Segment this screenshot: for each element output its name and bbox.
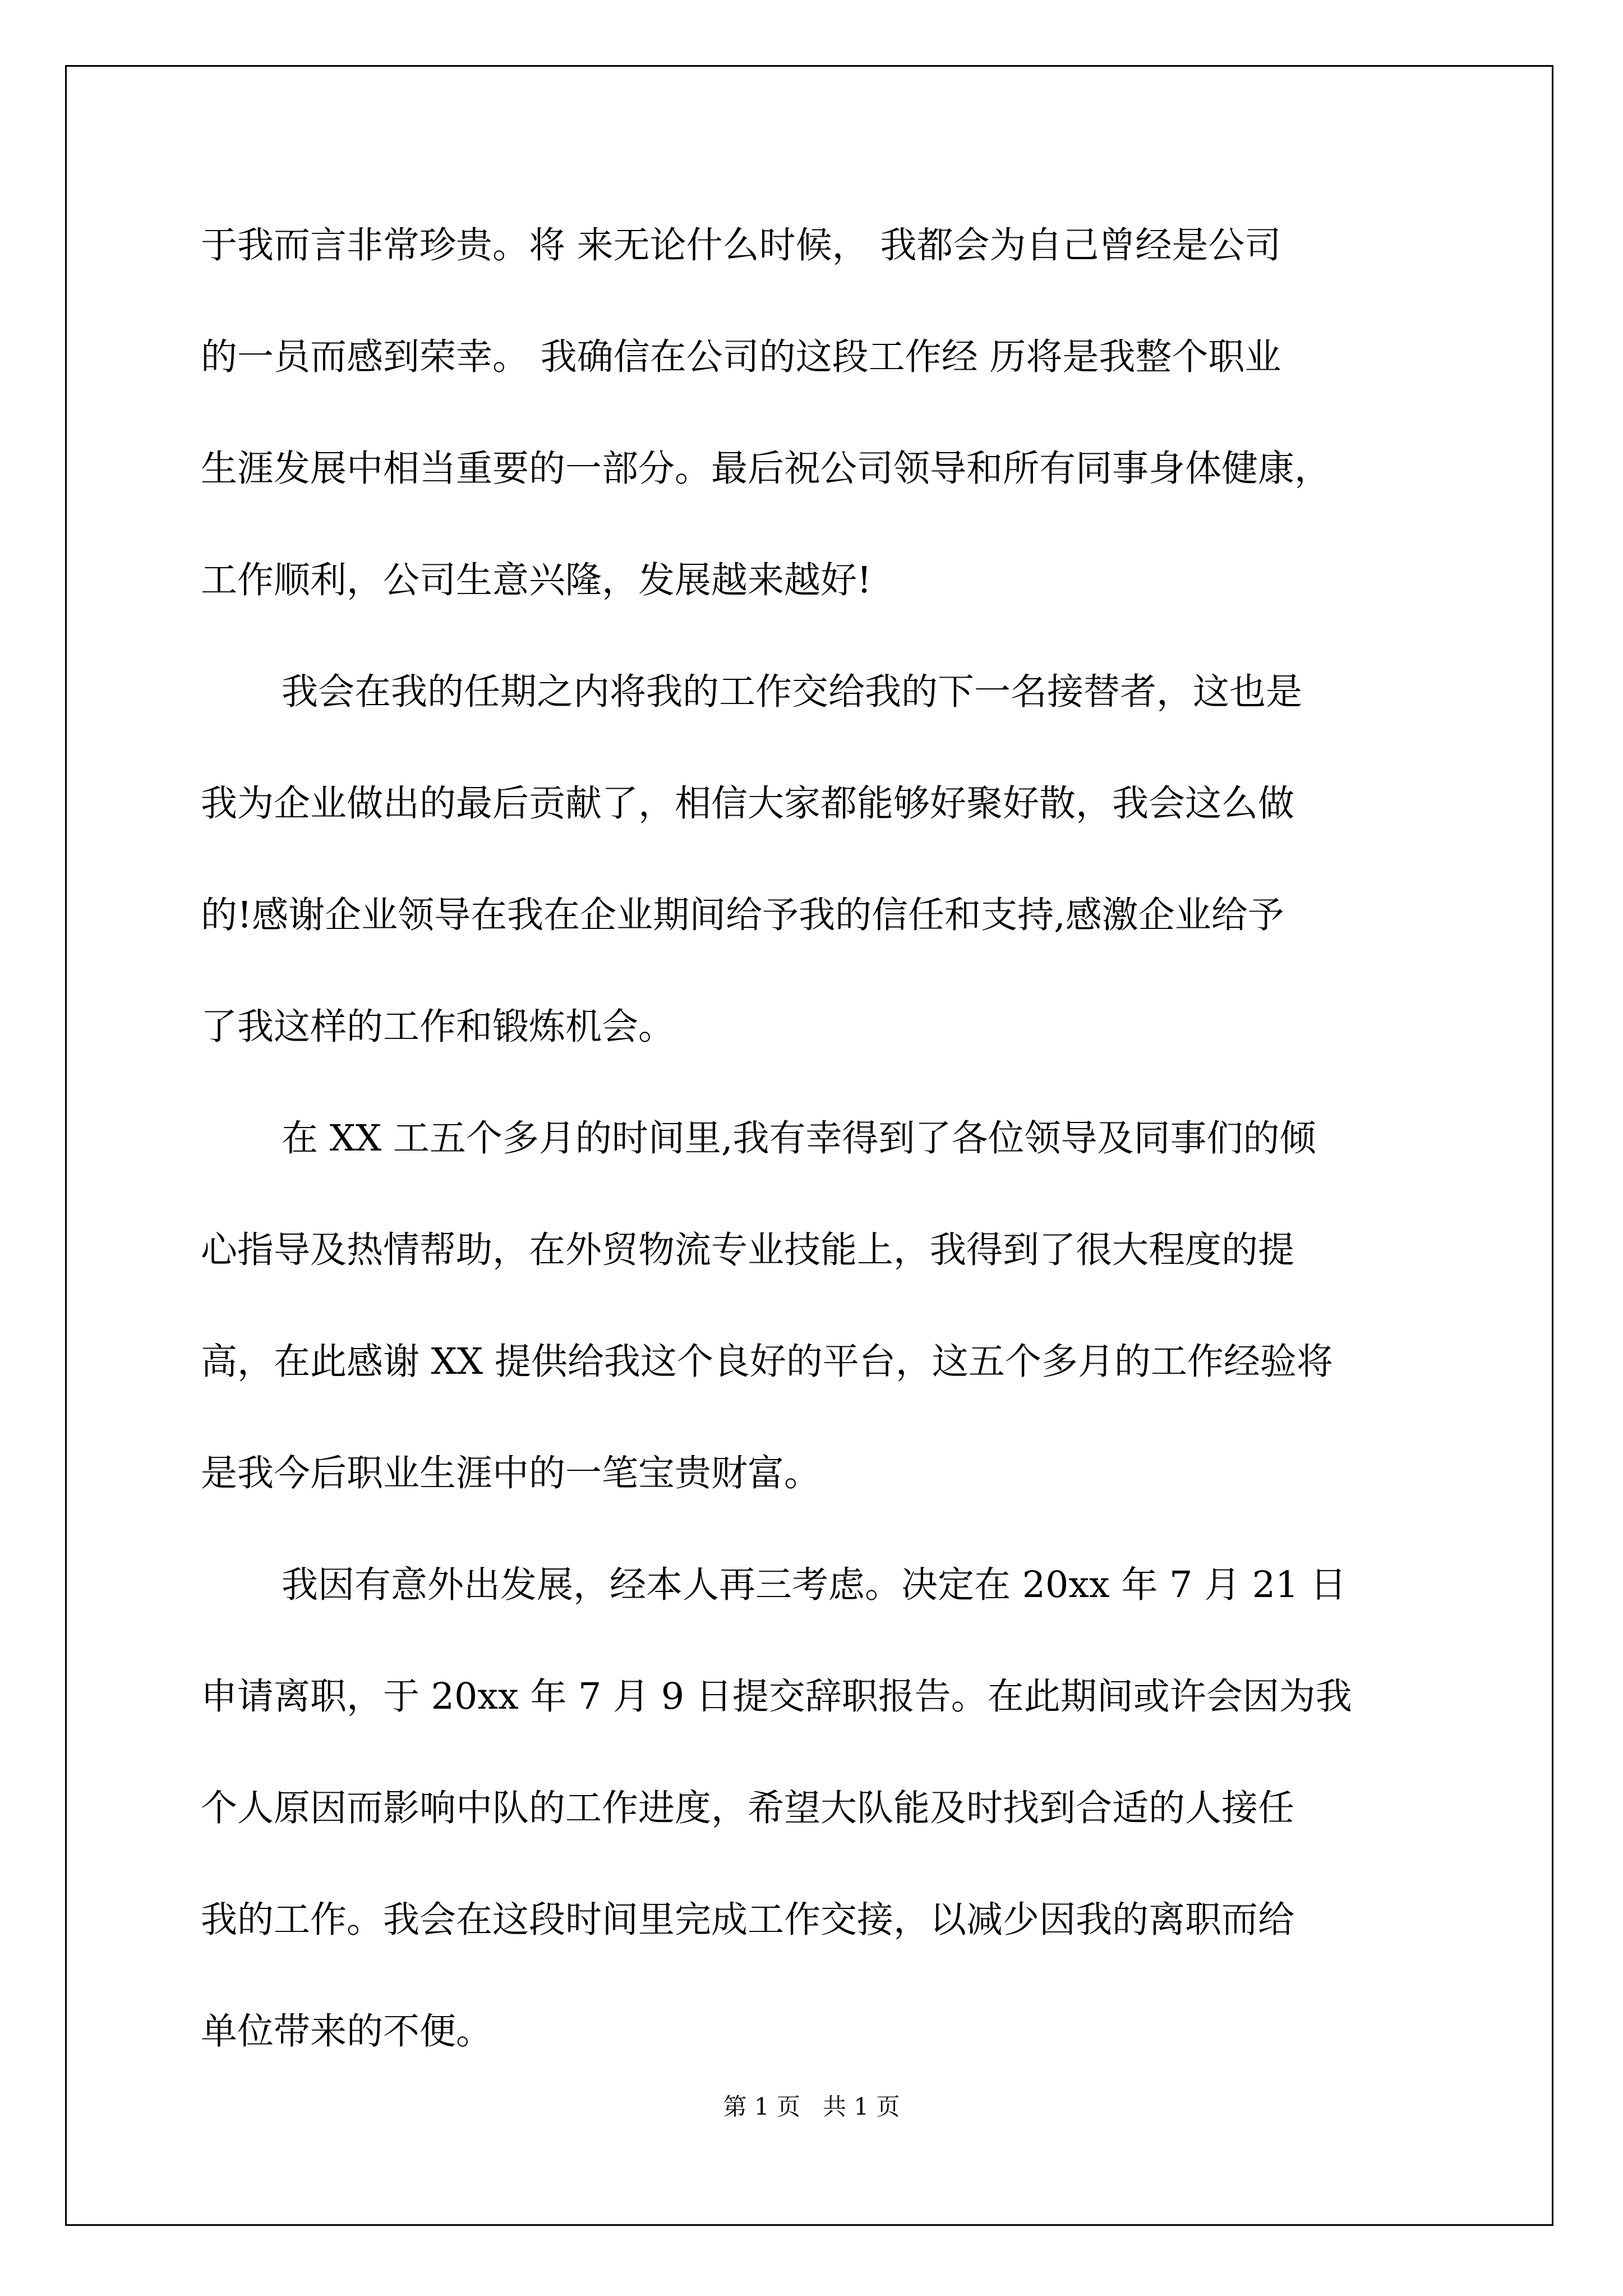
body-line-14: 申请离职，于 20xx 年 7 月 9 日提交辞职报告。在此期间或许会因为我	[201, 1676, 1352, 1718]
body-line-7: 的!感谢企业领导在我在企业期间给予我的信任和支持,感激企业给予	[201, 894, 1284, 936]
body-line-3: 生涯发展中相当重要的一部分。最后祝公司领导和所有同事身体健康，	[201, 448, 1331, 490]
body-line-6: 我为企业做出的最后贡献了，相信大家都能够好聚好散，我会这么做	[201, 783, 1295, 825]
body-line-9: 在 XX 工五个多月的时间里,我有幸得到了各位领导及同事们的倾	[282, 1117, 1316, 1159]
body-line-17: 单位带来的不便。	[201, 2010, 493, 2053]
body-line-2: 的一员而感到荣幸。 我确信在公司的这段工作经 历将是我整个职业	[201, 336, 1281, 378]
body-line-11: 高，在此感谢 XX 提供给我这个良好的平台，这五个多月的工作经验将	[201, 1341, 1333, 1383]
body-line-13: 我因有意外出发展，经本人再三考虑。决定在 20xx 年 7 月 21 日	[282, 1564, 1347, 1606]
body-line-16: 我的工作。我会在这段时间里完成工作交接，以减少因我的离职而给	[201, 1899, 1295, 1941]
body-line-1: 于我而言非常珍贵。将 来无论什么时候， 我都会为自己曾经是公司	[201, 224, 1281, 266]
body-line-12: 是我今后职业生涯中的一笔宝贵财富。	[201, 1452, 821, 1494]
page-footer: 第 1 页 共 1 页	[723, 2093, 900, 2120]
body-line-10: 心指导及热情帮助，在外贸物流专业技能上，我得到了很大程度的提	[201, 1229, 1295, 1271]
body-line-15: 个人原因而影响中队的工作进度，希望大队能及时找到合适的人接任	[201, 1787, 1295, 1829]
body-line-5: 我会在我的任期之内将我的工作交给我的下一名接替者，这也是	[282, 671, 1303, 713]
body-line-4: 工作顺利，公司生意兴隆，发展越来越好!	[201, 559, 872, 601]
body-line-8: 了我这样的工作和锻炼机会。	[201, 1006, 675, 1048]
